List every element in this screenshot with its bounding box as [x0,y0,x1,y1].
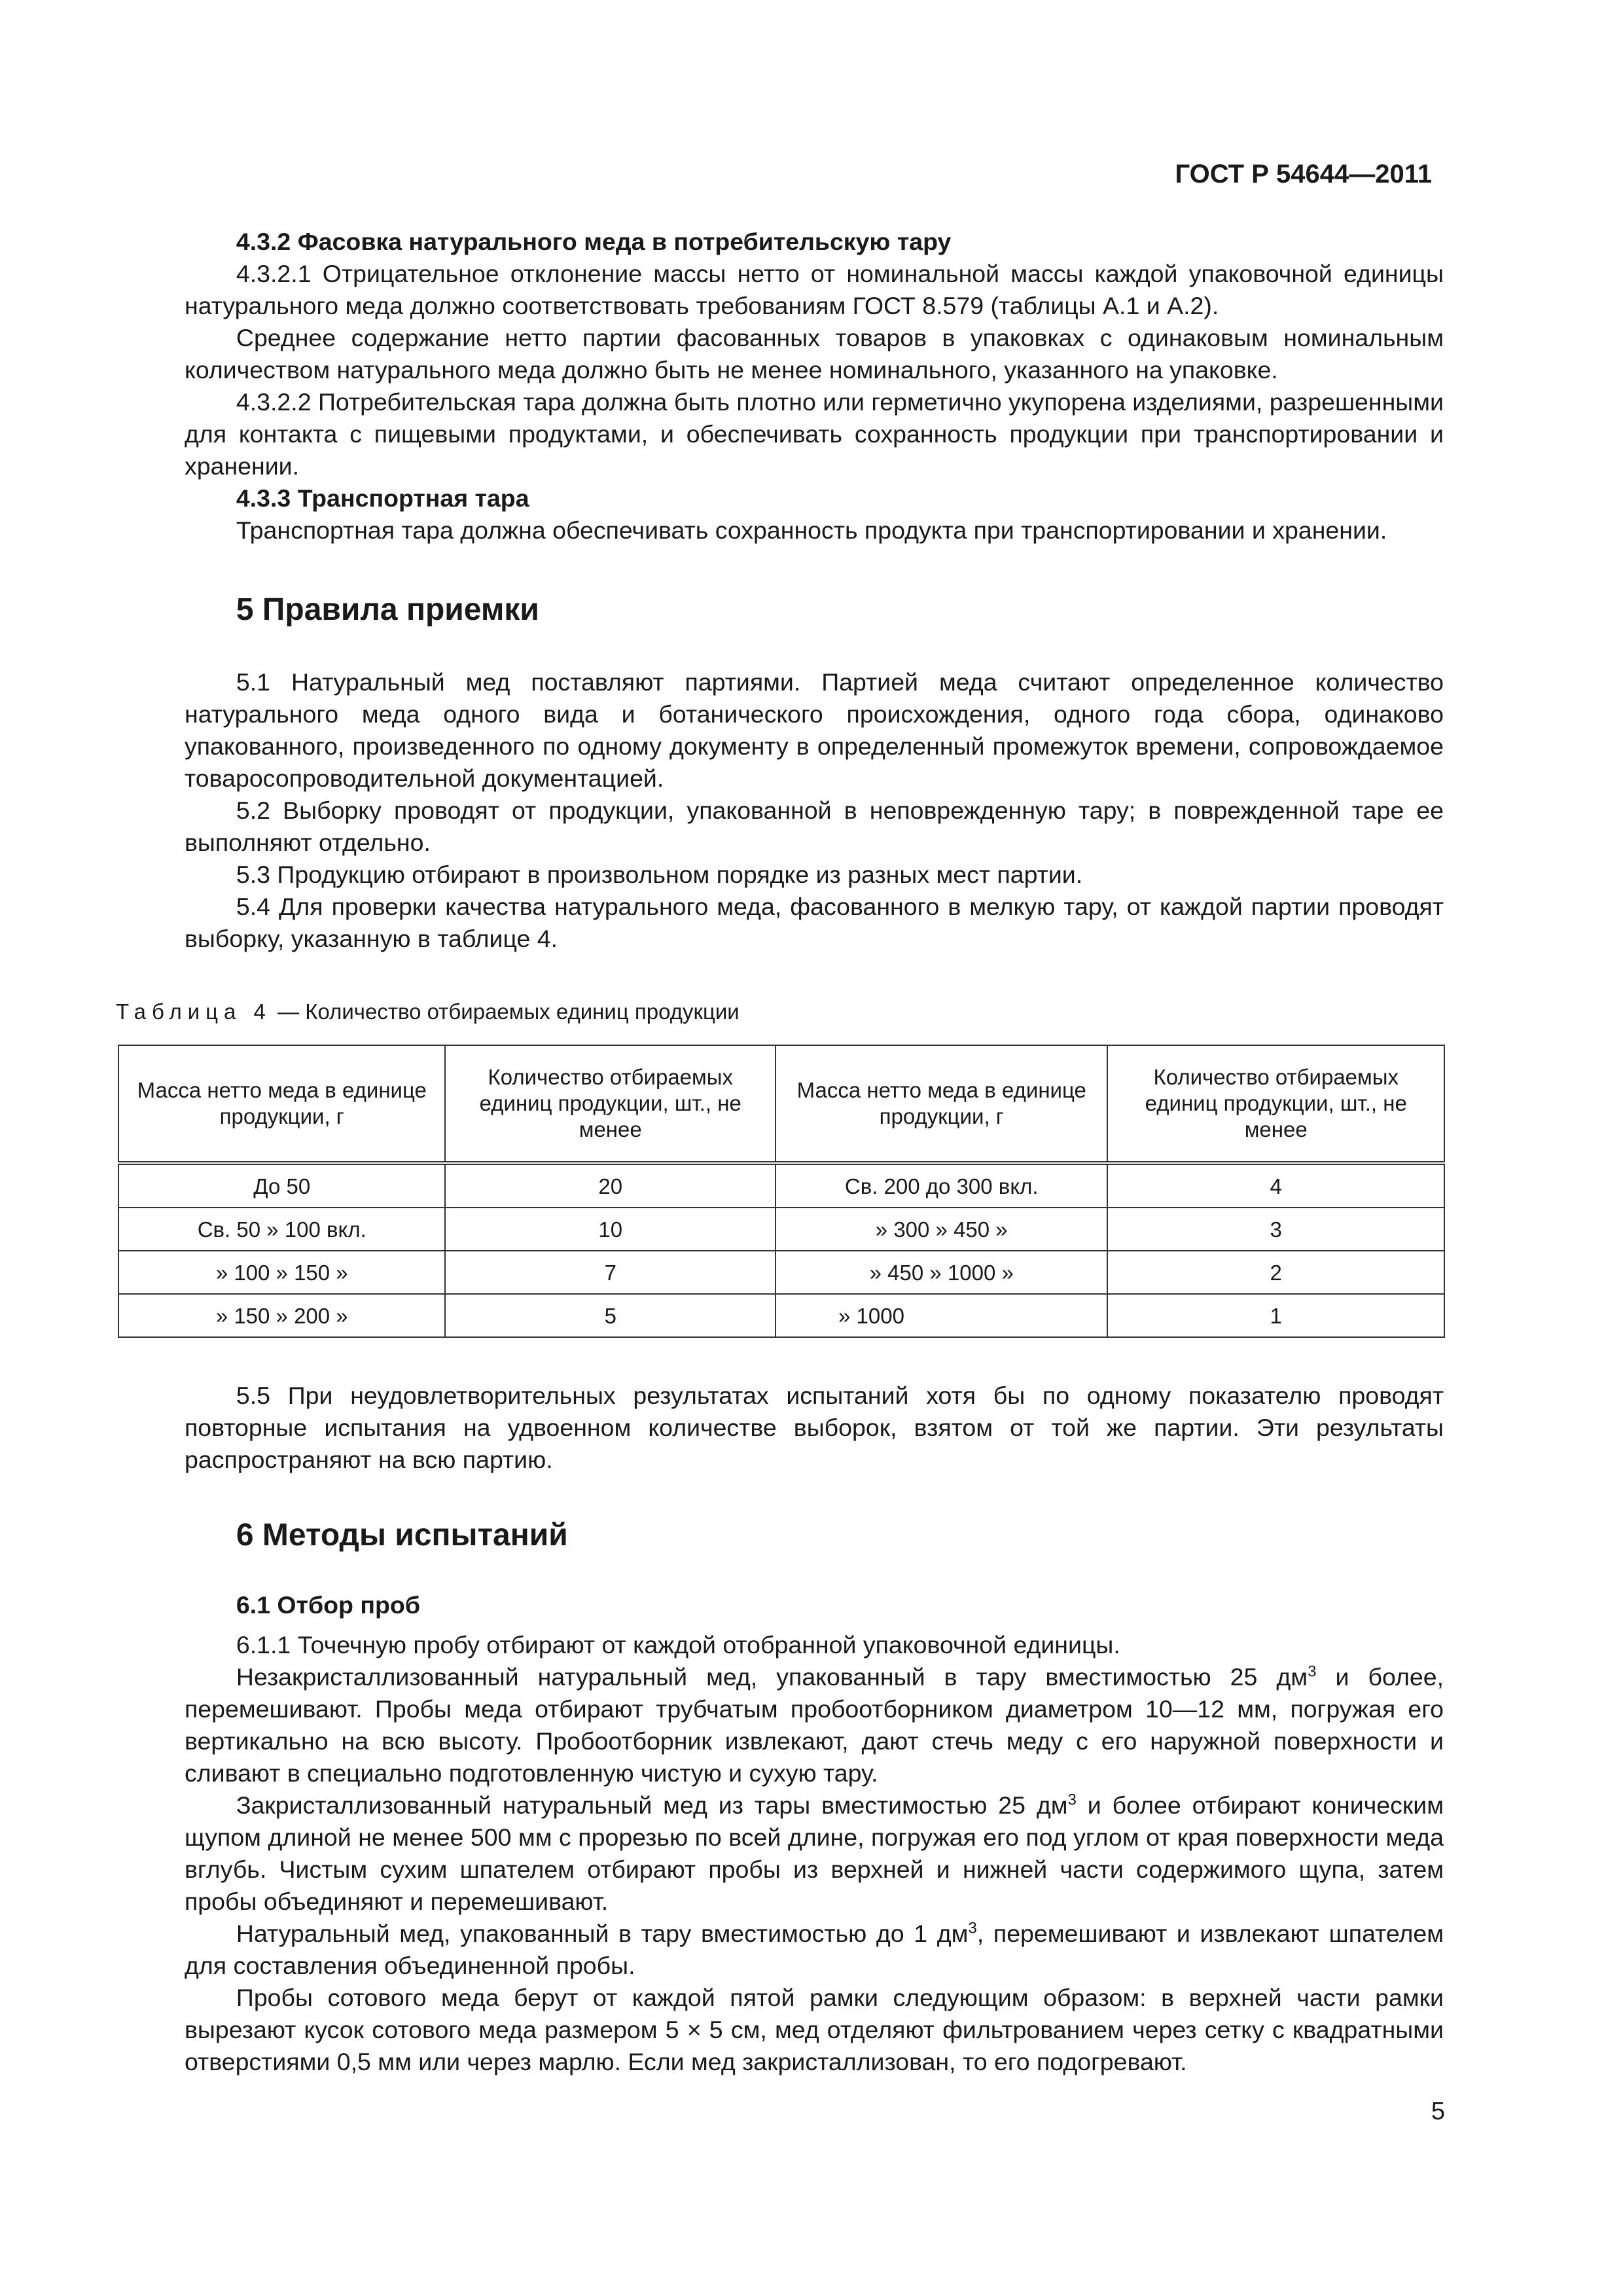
table-cell: До 50 [118,1163,445,1208]
sampling-table [118,1045,1445,1338]
paragraph-5-3: 5.3 Продукцию отбирают в произвольном порядке из разных мест партии. [236,861,1083,888]
page-content [116,226,1444,2078]
superscript: 3 [968,1919,977,1937]
text-fragment: и более, перемешивают. Пробы меда отбирают трубчатым пробоотборником диаметром 10—12 мм, погружая его вертикально на всю высоту. Пробоотборник извлекают, дают стечь меду с его наружной поверхности и сливают в специально подготовленную чистую и сухую тару. [185,1663,1444,1787]
text-fragment: и более отбирают коническим щупом длиной не менее 500 мм с прорезью по всей длине, погружая его под углом от края поверхности меда вглубь. Чистым сухим шпателем отбирают пробы из верхней и нижней части содержимого щупа, затем пробы объединяют и перемешивают. [185,1791,1444,1915]
paragraph-6-1-1: 6.1.1 Точечную пробу отбирают от каждой отобранной упаковочной единицы. [236,1631,1120,1659]
paragraph-5-4: 5.4 Для проверки качества натурального меда, фасованного в мелкую тару, от каждой партии проводят выборку, указанную в таблице 4. [185,893,1444,952]
table-cell: Св. 50 » 100 вкл. [118,1208,445,1251]
section-5-heading: 5 Правила приемки [236,592,539,627]
text-fragment: Натуральный мед, упакованный в тару вместимостью до 1 дм [236,1920,969,1947]
table-cell: » 450 » 1000 » [776,1251,1107,1294]
table-header-cell: Количество отбираемых единиц продукции, шт., не менее [1107,1045,1444,1163]
paragraph-4-3-2-2: 4.3.2.2 Потребительская тара должна быть плотно или герметично укупорена изделиями, разрешенными для контакта с пищевыми продуктами, и обеспечивать сохранность продукции при транспортировании и хранении. [185,388,1444,480]
table-header-cell: Масса нетто меда в единице продукции, г [118,1045,445,1163]
paragraph-5-1: 5.1 Натуральный мед поставляют партиями. Партией меда считают определенное количество натурального меда одного вида и ботанического происхождения, одного года сбора, одинаково упакованного, произведенного по одному документу в определенный промежуток времени, сопровождаемое товаросопроводительной документацией. [185,668,1444,792]
table-cell: 1 [1107,1294,1444,1337]
table-caption-text: — Количество отбираемых единиц продукции [271,999,740,1024]
paragraph-5-2: 5.2 Выборку проводят от продукции, упакованной в неповрежденную тару; в поврежденной таре ее выполняют отдельно. [185,797,1444,856]
superscript: 3 [1308,1662,1317,1681]
table-cell: 4 [1107,1163,1444,1208]
paragraph-5-5: 5.5 При неудовлетворительных результатах испытаний хотя бы по одному показателю проводят повторные испытания на удвоенном количестве выборок, взятом от той же партии. Эти результаты распространяют на всю партию. [185,1382,1444,1473]
paragraph-small-tara-honey [185,1918,1444,1982]
table-header-cell: Масса нетто меда в единице продукции, г [776,1045,1107,1163]
table-cell: 7 [445,1251,776,1294]
paragraph-net-content: Среднее содержание нетто партии фасованных товаров в упаковках с одинаковым номинальным количеством натурального меда должно быть не менее номинального, указанного на упаковке. [185,324,1444,384]
page-number: 5 [1431,2098,1445,2125]
paragraph-noncrystallized-honey [185,1661,1444,1789]
table-cell: 2 [1107,1251,1444,1294]
table-cell: 10 [445,1208,776,1251]
table-cell: » 150 » 200 » [118,1294,445,1337]
section-4-3-3-heading: 4.3.3 Транспортная тара [236,484,529,512]
text-fragment: Закристаллизованный натуральный мед из тары вместимостью 25 дм [236,1791,1068,1819]
text-fragment: Незакристаллизованный натуральный мед, упакованный в тару вместимостью 25 дм [236,1663,1308,1691]
paragraph-transport-tara: Транспортная тара должна обеспечивать сохранность продукта при транспортировании и хранении. [236,516,1387,544]
table-cell: » 100 » 150 » [118,1251,445,1294]
document-code: ГОСТ Р 54644—2011 [1175,160,1432,188]
paragraph-crystallized-honey [185,1789,1444,1918]
table-header-row [118,1045,1444,1163]
table-cell: 20 [445,1163,776,1208]
table-caption-label: Таблица 4 [116,999,272,1024]
table-cell: 5 [445,1294,776,1337]
table-row [118,1251,1444,1294]
table-header-cell: Количество отбираемых единиц продукции, шт., не менее [445,1045,776,1163]
section-4-3-2-heading: 4.3.2 Фасовка натурального меда в потребительскую тару [236,228,952,255]
table-cell: 3 [1107,1208,1444,1251]
section-6-heading: 6 Методы испытаний [236,1518,568,1552]
table-cell: Св. 200 до 300 вкл. [776,1163,1107,1208]
table-cell: » 300 » 450 » [776,1208,1107,1251]
table-caption [116,996,1444,1028]
text-fragment: , перемешивают и извлекают шпателем для составления объединенной пробы. [185,1920,1444,1979]
table-row [118,1163,1444,1208]
table-row [118,1208,1444,1251]
section-6-1-heading: 6.1 Отбор проб [236,1591,420,1619]
superscript: 3 [1067,1791,1077,1809]
table-row [118,1294,1444,1337]
table-cell: » 1000 [776,1294,1107,1337]
paragraph-comb-honey: Пробы сотового меда берут от каждой пятой рамки следующим образом: в верхней части рамки вырезают кусок сотового меда размером 5 × 5 см, мед отделяют фильтрованием через сетку с квадратными отверстиями 0,5 мм или через марлю. Если мед закристаллизован, то его подогревают. [185,1984,1444,2075]
paragraph-4-3-2-1: 4.3.2.1 Отрицательное отклонение массы нетто от номинальной массы каждой упаковочной единицы натурального меда должно соответствовать требованиям ГОСТ 8.579 (таблицы А.1 и А.2). [185,260,1444,319]
